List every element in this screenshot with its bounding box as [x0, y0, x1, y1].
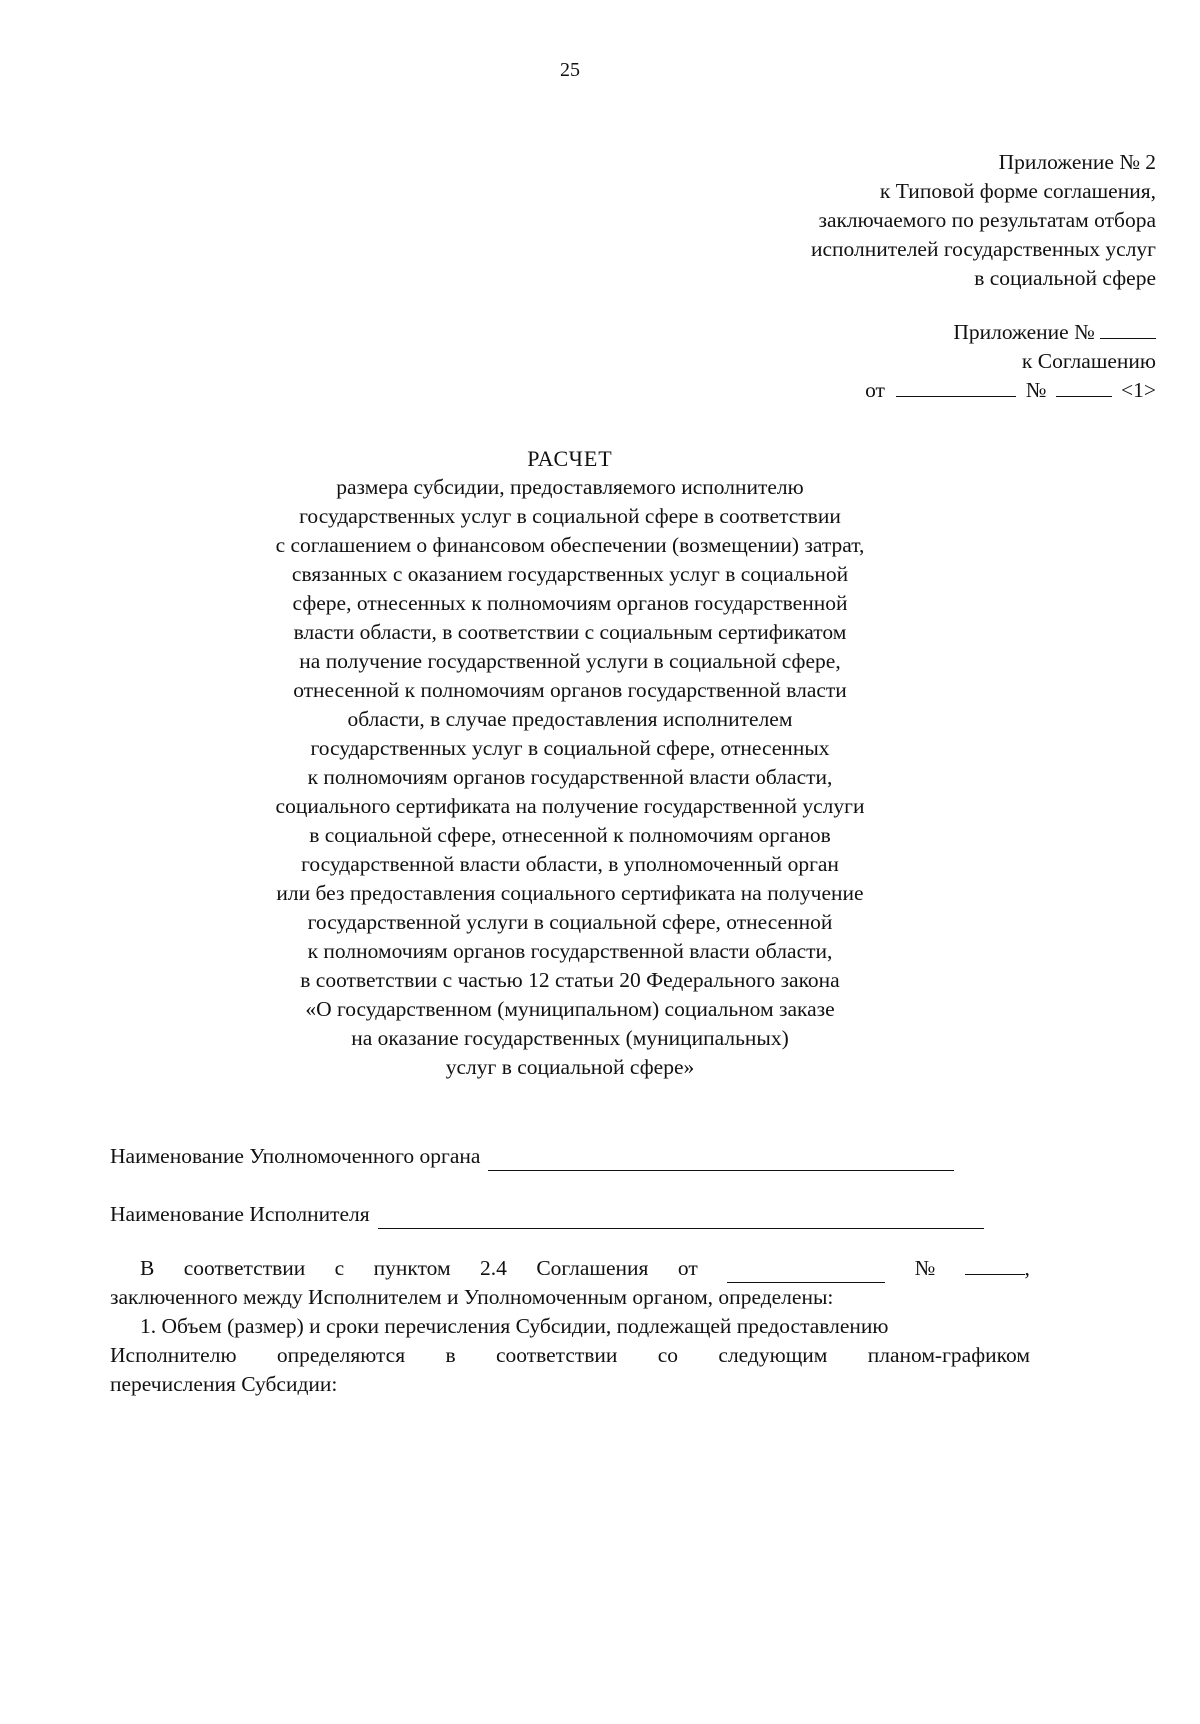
- authorized-body-blank[interactable]: [488, 1150, 954, 1171]
- subtitle-line: с соглашением о финансовом обеспечении (возмещении) затрат,: [275, 533, 865, 557]
- paragraph-word: 2.4: [480, 1256, 507, 1280]
- agreement-from-label: от: [865, 378, 885, 402]
- subtitle-line: отнесенной к полномочиям органов государственной власти: [293, 678, 847, 702]
- agreement-number-label: №: [1025, 378, 1047, 402]
- paragraph-word: соответствии: [495, 1343, 618, 1367]
- subtitle-line: услуг в социальной сфере»: [445, 1055, 695, 1079]
- agreement-date-blank-body[interactable]: [727, 1262, 885, 1283]
- paragraph-word: от: [677, 1256, 698, 1280]
- subtitle-line: власти области, в соответствии с социальным сертификатом: [293, 620, 847, 644]
- paragraph-line-1: [110, 1254, 1030, 1283]
- document-subtitle: [0, 473, 1140, 1082]
- agreement-date-blank[interactable]: [896, 376, 1016, 397]
- subtitle-line: на оказание государственных (муниципальных): [351, 1026, 789, 1050]
- subtitle-line: «О государственном (муниципальном) социальном заказе: [305, 997, 835, 1021]
- subtitle-line: размера субсидии, предоставляемого исполнителю: [336, 475, 804, 499]
- subtitle-line: государственной услуги в социальной сфере, отнесенной: [307, 910, 833, 934]
- annex-header-line: исполнителей государственных услуг: [811, 237, 1156, 261]
- annex-header-line: заключаемого по результатам отбора: [818, 208, 1156, 232]
- subtitle-line: к полномочиям органов государственной власти области,: [307, 765, 833, 789]
- agreement-annex-label: Приложение №: [953, 320, 1095, 344]
- paragraph-line-3: 1. Объем (размер) и сроки перечисления Субсидии, подлежащей предоставлению: [140, 1314, 889, 1338]
- agreement-number-blank-body[interactable]: [965, 1254, 1025, 1275]
- footnote-ref: <1>: [1120, 378, 1156, 402]
- paragraph-word: с: [334, 1256, 345, 1280]
- body-paragraph: [110, 1254, 1030, 1399]
- paragraph-number-label: №: [914, 1256, 936, 1280]
- subtitle-line: в социальной сфере, отнесенной к полномочиям органов: [309, 823, 831, 847]
- subtitle-line: социального сертификата на получение государственной услуги: [275, 794, 865, 818]
- executor-blank[interactable]: [378, 1208, 984, 1229]
- subtitle-line: государственных услуг в социальной сфере в соответствии: [299, 504, 841, 528]
- subtitle-line: к полномочиям органов государственной власти области,: [307, 939, 833, 963]
- subtitle-line: в соответствии с частью 12 статьи 20 Федерального закона: [300, 968, 840, 992]
- paragraph-word: определяются: [276, 1343, 406, 1367]
- paragraph-line-2: заключенного между Исполнителем и Уполномоченным органом, определены:: [110, 1285, 834, 1309]
- paragraph-word: пунктом: [373, 1256, 451, 1280]
- annex-header: [596, 148, 1156, 293]
- subtitle-line: или без предоставления социального сертификата на получение: [276, 881, 864, 905]
- paragraph-comma: ,: [1024, 1256, 1030, 1280]
- subtitle-line: сфере, отнесенных к полномочиям органов государственной: [292, 591, 848, 615]
- paragraph-word: Соглашения: [536, 1256, 649, 1280]
- subtitle-line: на получение государственной услуги в социальной сфере,: [299, 649, 841, 673]
- paragraph-word: В: [140, 1256, 155, 1280]
- agreement-annex-line: [596, 318, 1156, 347]
- paragraph-word: планом-графиком: [867, 1343, 1030, 1367]
- paragraph-word: со: [657, 1343, 679, 1367]
- paragraph-number-group: [965, 1254, 1030, 1283]
- paragraph-line-5: перечисления Субсидии:: [110, 1372, 338, 1396]
- subtitle-line: области, в случае предоставления исполнителем: [347, 707, 793, 731]
- agreement-to-line: к Соглашению: [1021, 349, 1156, 373]
- agreement-number-blank[interactable]: [1056, 376, 1112, 397]
- subtitle-line: государственной власти области, в уполномоченный орган: [301, 852, 839, 876]
- annex-header-line: в социальной сфере: [974, 266, 1156, 290]
- paragraph-word: следующим: [718, 1343, 828, 1367]
- authorized-body-field: [110, 1142, 954, 1171]
- paragraph-word: в: [445, 1343, 456, 1367]
- agreement-header: [596, 318, 1156, 405]
- paragraph-word: соответствии: [183, 1256, 306, 1280]
- subtitle-line: связанных с оказанием государственных услуг в социальной: [291, 562, 849, 586]
- authorized-body-label: Наименование Уполномоченного органа: [110, 1144, 481, 1168]
- agreement-date-line: [596, 376, 1156, 405]
- paragraph-line-4: [110, 1341, 1030, 1370]
- annex-header-line: Приложение № 2: [998, 150, 1156, 174]
- executor-field: [110, 1200, 984, 1229]
- annex-number-blank[interactable]: [1100, 318, 1156, 339]
- executor-label: Наименование Исполнителя: [110, 1202, 370, 1226]
- paragraph-word: Исполнителю: [110, 1343, 237, 1367]
- subtitle-line: государственных услуг в социальной сфере, отнесенных: [310, 736, 830, 760]
- annex-header-line: к Типовой форме соглашения,: [879, 179, 1156, 203]
- page-number: 25: [560, 59, 580, 81]
- document-title: РАСЧЕТ: [527, 446, 613, 471]
